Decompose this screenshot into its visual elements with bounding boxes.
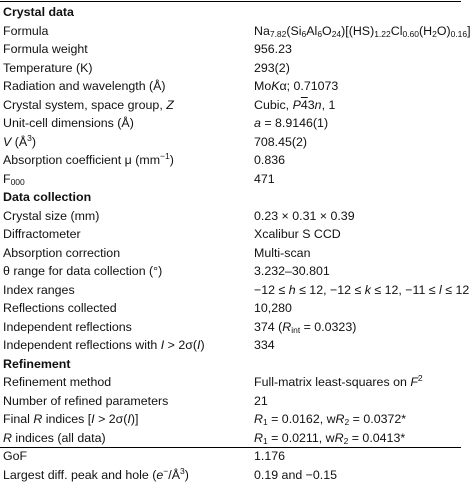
row-label: Formula weight <box>3 40 88 59</box>
row-value: 293(2) <box>254 59 290 78</box>
table-row <box>0 281 461 300</box>
row-label: Absorption correction <box>3 244 120 263</box>
row-label: Diffractometer <box>3 225 81 244</box>
table-row <box>0 96 461 115</box>
row-label: Index ranges <box>3 281 75 300</box>
table-row <box>0 244 461 263</box>
row-value: 3.232–30.801 <box>254 262 330 281</box>
table-row <box>0 410 461 429</box>
row-value: Xcalibur S CCD <box>254 225 341 244</box>
row-label: Final R indices [I > 2σ(I)] <box>3 410 138 429</box>
row-label: Formula <box>3 22 48 41</box>
row-label: Refinement method <box>3 373 111 392</box>
row-value: $Na_{7.82}(Si_6Al_6O_{24})[(HS)_{1.22}Cl_{0.60}(H_2O)_{0.16}]$ <box>254 22 471 41</box>
row-value: 0.23 × 0.31 × 0.39 <box>254 207 355 226</box>
table-row <box>0 336 461 355</box>
row-value: $R_1 = 0.0162$, $wR_2 = 0.0372*$ <box>254 410 406 429</box>
row-label: R indices (all data) <box>3 429 106 448</box>
section-header-refinement <box>0 355 461 374</box>
table-row <box>0 59 461 78</box>
table-body <box>0 3 461 484</box>
table-row <box>0 429 461 448</box>
table-row <box>0 40 461 59</box>
row-label: Temperature (K) <box>3 59 93 78</box>
row-value: −12 ≤ h ≤ 12, −12 ≤ k ≤ 12, −11 ≤ l ≤ 12 <box>254 281 469 300</box>
row-value: 708.45(2) <box>254 133 307 152</box>
row-label: Crystal system, space group, Z <box>3 96 174 115</box>
table-row <box>0 77 461 96</box>
top-rule <box>0 1 461 2</box>
row-label: Largest diff. peak and hole $(e^-/Å^3)$ <box>3 466 189 484</box>
row-value: 1.176 <box>254 447 285 466</box>
table-row <box>0 299 461 318</box>
table-row <box>0 114 461 133</box>
row-label: Reflections collected <box>3 299 117 318</box>
section-header-crystal-data <box>0 3 461 22</box>
row-label: Unit-cell dimensions (Å) <box>3 114 134 133</box>
row-value: 374 $(R_{int} = 0.0323)$ <box>254 318 356 337</box>
row-label: GoF <box>3 447 27 466</box>
row-value: 0.19 and −0.15 <box>254 466 337 484</box>
row-value: MoKα; 0.71073 <box>254 77 338 96</box>
table-row <box>0 133 461 152</box>
row-label: Absorption coefficient μ $(mm^{-1})$ <box>3 151 174 170</box>
row-label: Radiation and wavelength (Å) <box>3 77 166 96</box>
bottom-rule <box>0 447 461 448</box>
table-row <box>0 466 461 484</box>
section-title: Refinement <box>3 355 70 374</box>
section-header-data-collection <box>0 188 461 207</box>
table-row <box>0 225 461 244</box>
row-value: 10,280 <box>254 299 292 318</box>
table-row <box>0 447 461 466</box>
row-label: $F_{000}$ <box>3 170 25 189</box>
row-value: 21 <box>254 392 268 411</box>
table-row <box>0 207 461 226</box>
row-label: V $(Å^3)$ <box>3 133 36 152</box>
row-value: Multi-scan <box>254 244 310 263</box>
row-value: Cubic, P43n, 1 <box>254 96 335 115</box>
row-value: 956.23 <box>254 40 292 59</box>
row-label: θ range for data collection (°) <box>3 262 162 281</box>
row-label: Independent reflections with I > 2σ(I) <box>3 336 205 355</box>
row-value: 334 <box>254 336 275 355</box>
table-row <box>0 151 461 170</box>
row-label: Crystal size (mm) <box>3 207 99 226</box>
table-row <box>0 170 461 189</box>
row-value: a = 8.9146(1) <box>254 114 328 133</box>
row-label: Number of refined parameters <box>3 392 168 411</box>
row-value: $R_1 = 0.0211$, $wR_2 = 0.0413*$ <box>254 429 405 448</box>
row-value: 471 <box>254 170 275 189</box>
table-row <box>0 318 461 337</box>
row-label: Independent reflections <box>3 318 132 337</box>
section-title: Crystal data <box>3 3 74 22</box>
table-row <box>0 392 461 411</box>
row-value: Full-matrix least-squares on $F^2$ <box>254 373 423 392</box>
table-row <box>0 22 461 41</box>
table-row <box>0 373 461 392</box>
row-value: 0.836 <box>254 151 285 170</box>
table-row <box>0 262 461 281</box>
section-title: Data collection <box>3 188 91 207</box>
